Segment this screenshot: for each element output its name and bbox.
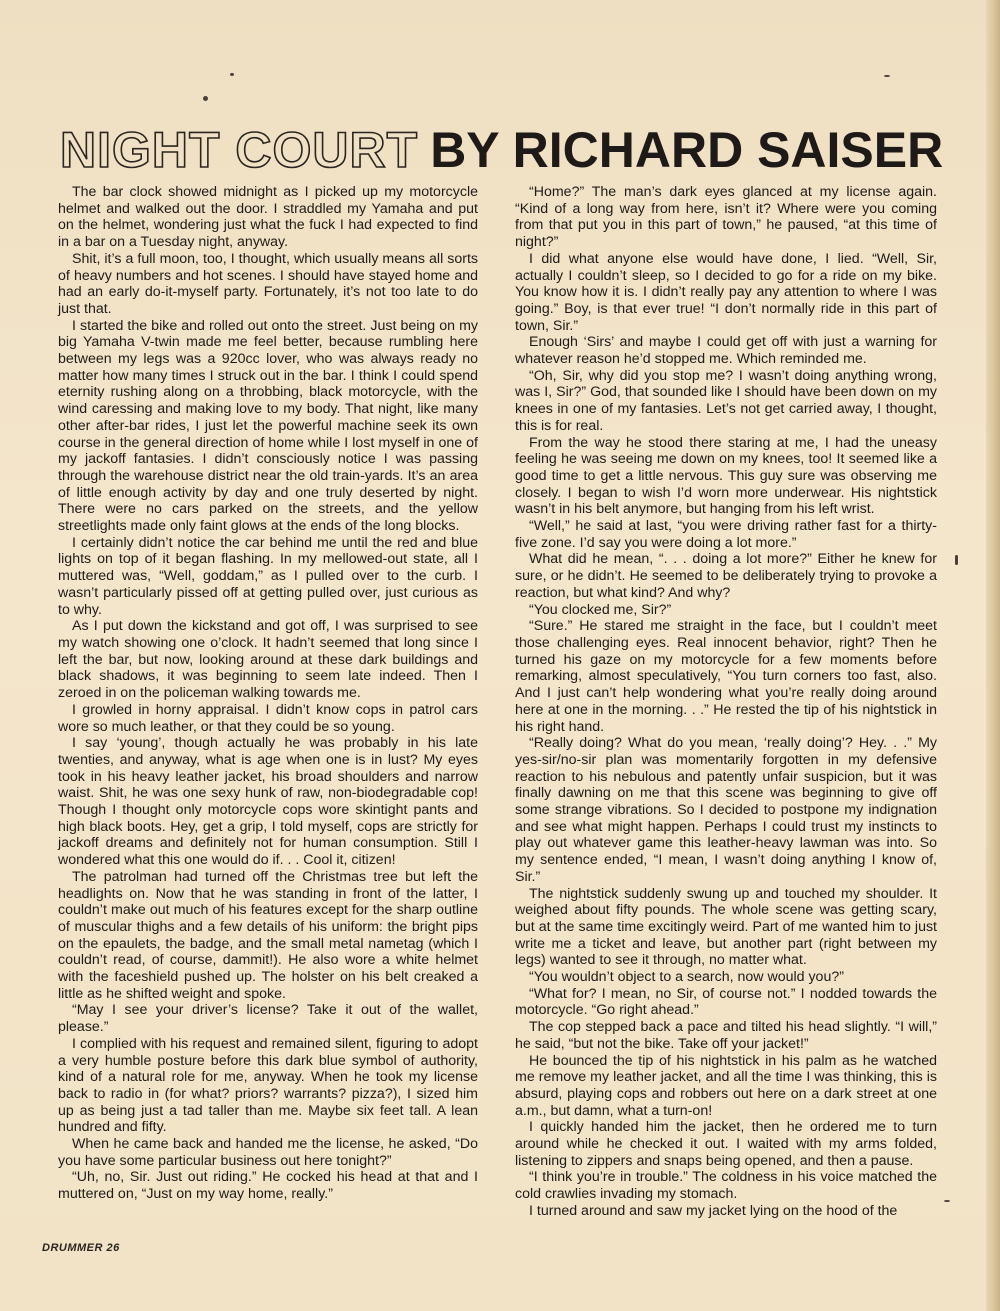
paragraph: “You clocked me, Sir?” (529, 601, 672, 618)
paragraph: The bar clock showed midnight as I picked up my motorcycle helmet and walked out the door. I straddled my Yamaha and put on the helmet, wondering just what the fuck I had expected to find in a bar on a Tuesday night, anyway. (58, 184, 478, 251)
paragraph: “Home?” The man’s dark eyes glanced at my license again. “Kind of a long way from here, isn’t it? Where were you coming from that put you in this part of town,” he paused, “at this time of night?” (515, 184, 937, 251)
paragraph: “I think you’re in trouble.” The coldness in his voice matched the cold crawlies invading my stomach. (515, 1169, 937, 1203)
paragraph: I say ‘young’, though actually he was probably in his late twenties, and anyway, what is age when one is in lust? My eyes took in his heavy leather jacket, his broad shoulders and narrow waist. Shit, he was one sexy hunk of raw, non-biodegradable cop! Though I thought only motorcycle cops wore skintight pants and high black boots. Hey, get a grip, I told myself, cops are strictly for jackoff dreams and definitely not for human consumption. Still I wondered what this one would do if. . . Cool it, citizen! (58, 735, 478, 869)
paragraph: When he came back and handed me the license, he asked, “Do you have some particular business out here tonight?” (58, 1136, 478, 1169)
ink-speck (884, 75, 890, 77)
paragraph: I turned around and saw my jacket lying on the hood of the (529, 1202, 898, 1219)
paragraph: Shit, it’s a full moon, too, I thought, which usually means all sorts of heavy numbers and hot scenes. I should have stayed home and had an early do-it-myself party. Fortunately, it’s not too late to do just that. (58, 250, 478, 317)
ink-speck (955, 555, 958, 565)
article-title (60, 120, 950, 180)
ink-speck (944, 1200, 950, 1202)
paragraph: I complied with his request and remained silent, figuring to adopt a very humble posture before this dark blue symbol of authority, kind of a natural role for me, anyway. When he took my license back to radio in (for what? priors? warrants? pizza?), I sized him up as being just a tad taller than me. Maybe six feet tall. A lean hundred and fifty. (58, 1035, 478, 1136)
paragraph: “What for? I mean, no Sir, of course not.” I nodded towards the motorcycle. “Go right ahead.” (515, 985, 937, 1019)
paragraph: “You wouldn’t object to a search, now would you?” (529, 969, 844, 986)
paragraph: “May I see your driver’s license? Take it out of the wallet, please.” (58, 1002, 478, 1036)
paragraph: The cop stepped back a pace and tilted his head slightly. “I will,” he said, “but not the bike. Take off your jacket!” (515, 1019, 937, 1052)
page-folio: DRUMMER 26 (42, 1242, 120, 1254)
paragraph: “Well,” he said at last, “you were driving rather fast for a thirty-five zone. I’d say you were doing a lot more.” (515, 518, 937, 551)
page-spine-edge (986, 0, 1000, 1311)
paragraph: I quickly handed him the jacket, then he ordered me to turn around while he checked it out. I waited with my arms folded, listening to zippers and snaps being opened, and then a pause. (515, 1119, 937, 1169)
title-outline-text: NIGHT COURT (60, 122, 419, 178)
left-text-column (58, 184, 478, 1203)
paragraph: He bounced the tip of his nightstick in his palm as he watched me remove my leather jacket, and all the time I was thinking, this is absurd, playing cops and robbers out here on a dark street at one a.m., but damn, what a turn-on! (515, 1052, 937, 1119)
paragraph: I did what anyone else would have done, I lied. “Well, Sir, actually I couldn’t sleep, so I decided to go for a ride on my bike. You know how it is. I didn’t really pay any attention to where I was going.” Boy, is that ever true! “I don’t normally ride in this part of town, Sir.” (515, 250, 937, 334)
paragraph: From the way he stood there staring at me, I had the uneasy feeling he was seeing me down on my knees, too! It seemed like a good time to get a little nervous. This guy sure was observing me closely. I began to wish I’d worn more underwear. His nightstick wasn’t in his belt anymore, but hanging from his left wrist. (515, 434, 937, 518)
paragraph: I started the bike and rolled out onto the street. Just being on my big Yamaha V-twin made me feel better, because rumbling here between my legs was a 920cc lover, who was always ready no matter how many times I struck out in the bar. I think I could spend eternity rushing along on a throbbing, black motorcycle, with the wind caressing and making love to my body. That night, like many other after-bar rides, I just let the powerful machine seek its own course in the general direction of home while I lost myself in one of my jackoff fantasies. I didn’t consciously notice I was passing through the warehouse district near the old train-yards. It’s an area of little enough activity by day and one truly deserted by night. There were no cars parked on the streets, and the yellow streetlights made only faint glows at the ends of the long blocks. (58, 317, 478, 535)
title-byline: BY RICHARD SAISER (430, 122, 944, 178)
paragraph: “Uh, no, Sir. Just out riding.” He cocked his head at that and I muttered on, “Just on my way home, really.” (58, 1169, 478, 1203)
right-text-column (515, 184, 937, 1220)
paragraph: I growled in horny appraisal. I didn’t know cops in patrol cars wore so much leather, or that they could be so young. (58, 701, 478, 735)
paragraph: “Really doing? What do you mean, ‘really doing’? Hey. . .” My yes-sir/no-sir plan was momentarily forgotten in my defensive reaction to his nebulous and patently unfair suspicion, but it was finally dawning on me that this scene was beginning to give off some strange vibrations. So I decided to postpone my indignation and see what might happen. Perhaps I could trust my instincts to play out whatever game this leather-heavy lawman was into. So my sentence ended, “I mean, I wasn’t doing anything I know of, Sir.” (515, 735, 937, 885)
ink-speck (203, 96, 208, 101)
paragraph: Enough ‘Sirs’ and maybe I could get off with just a warning for whatever reason he’d stopped me. Which reminded me. (515, 334, 937, 368)
paragraph: “Sure.” He stared me straight in the face, but I couldn’t meet those challenging eyes. Real innocent behavior, right? Then he turned his gaze on my motorcycle for a few moments before remarking, almost speculatively, “You turn corners too fast, also. And I just can’t help wondering what you’re really doing around here at one in the morning. . .” He rested the tip of his nightstick in his right hand. (515, 618, 937, 735)
paragraph: The nightstick suddenly swung up and touched my shoulder. It weighed about fifty pounds. The whole scene was getting scary, but at the same time excitingly weird. Part of me wanted him to just write me a ticket and leave, but another part (right between my legs) wanted to see it through, no matter what. (515, 885, 937, 969)
paragraph: I certainly didn’t notice the car behind me until the red and blue lights on top of it began flashing. In my mellowed-out state, all I muttered was, “Well, goddam,” as I pulled over to the curb. I wasn’t particularly pissed off at getting pulled over, just curious as to why. (58, 534, 478, 618)
paragraph: “Oh, Sir, why did you stop me? I wasn’t doing anything wrong, was I, Sir?” God, that sounded like I should have been down on my knees in one of my fantasies. Let’s not get carried away, I thought, this is for real. (515, 367, 937, 434)
paragraph: As I put down the kickstand and got off, I was surprised to see my watch showing one o’clock. It hadn’t seemed that long since I left the bar, but now, looking around at these dark buildings and black shadows, it was beginning to seem late indeed. Then I zeroed in on the policeman walking towards me. (58, 618, 478, 702)
paragraph: The patrolman had turned off the Christmas tree but left the headlights on. Now that he was standing in front of the latter, I couldn’t make out much of his features except for the sharp outline of muscular thighs and a few details of his uniform: the bright pips on the epaulets, the badge, and the small metal nametag (which I couldn’t read, of course, dammit!). He also wore a white helmet with the faceshield pushed up. The holster on his belt creaked a little as he shifted weight and spoke. (58, 868, 478, 1002)
paragraph: What did he mean, “. . . doing a lot more?” Either he knew for sure, or he didn’t. He seemed to be deliberately trying to provoke a reaction, but what kind? And why? (515, 551, 937, 601)
ink-speck (230, 73, 234, 76)
